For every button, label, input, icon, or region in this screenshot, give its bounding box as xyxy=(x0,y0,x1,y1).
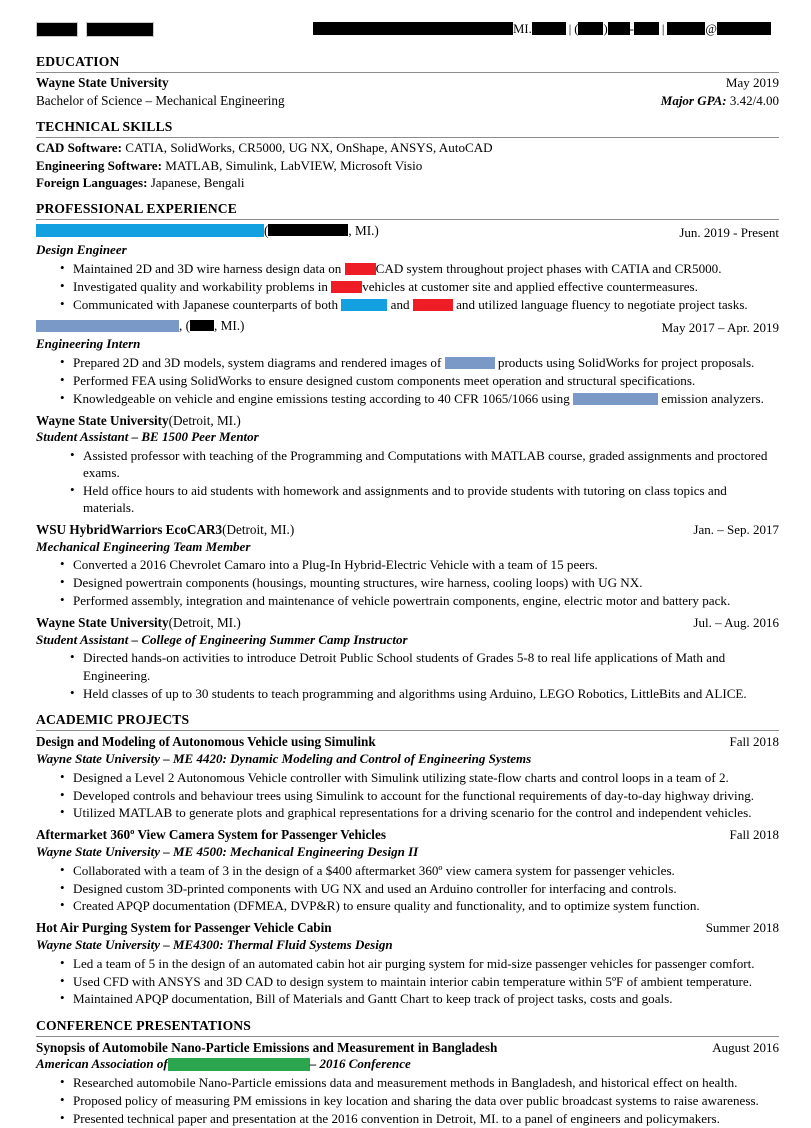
company-name-redaction xyxy=(36,320,179,332)
section-title-professional-experience: PROFESSIONAL EXPERIENCE xyxy=(36,201,237,217)
bullet-list xyxy=(36,1074,779,1127)
education-entry xyxy=(36,74,779,92)
contact-line xyxy=(313,21,771,37)
company-location-prefix: ( xyxy=(264,222,269,238)
skill-line: Foreign Languages: Japanese, Bengali xyxy=(36,175,245,191)
experience-role: Student Assistant – College of Engineering Summer Camp Instructor xyxy=(36,631,408,647)
education-degree-row xyxy=(36,92,779,110)
skill-label: Foreign Languages: xyxy=(36,175,148,191)
academic-projects-list xyxy=(36,733,779,1008)
project-date: Fall 2018 xyxy=(729,826,779,842)
experience-company-block xyxy=(36,521,294,538)
technical-skills-list xyxy=(36,139,779,191)
project-header-row xyxy=(36,919,779,937)
section-title-technical-skills: TECHNICAL SKILLS xyxy=(36,119,173,135)
resume-header xyxy=(36,10,779,44)
project-date: Fall 2018 xyxy=(729,733,779,749)
company-city-redaction xyxy=(268,224,348,236)
experience-header-row xyxy=(36,412,779,429)
section-rule-technical-skills xyxy=(36,137,779,138)
education-date: May 2019 xyxy=(725,74,779,90)
blue-redaction-block xyxy=(341,299,387,311)
first-name-redaction xyxy=(36,22,78,37)
bullet-item: • Prepared 2D and 3D models, system diagrams and rendered images of products using SolidWorks for project proposals. xyxy=(60,354,779,371)
project-course: Wayne State University – ME 4500: Mechanical Engineering Design II xyxy=(36,843,419,859)
phone-prefix-redaction xyxy=(608,22,630,35)
experience-entry xyxy=(36,521,779,610)
conference-header-row xyxy=(36,1039,779,1057)
experience-role: Design Engineer xyxy=(36,241,127,257)
project-course: Wayne State University – ME4300: Thermal Fluid Systems Design xyxy=(36,936,393,952)
bullet-item: • Performed assembly, integration and maintenance of vehicle powertrain components, engine, electric motor and battery pack. xyxy=(60,592,779,609)
bullet-item: • Held classes of up to 30 students to teach programming and algorithms using Arduino, LEGO Robotics, LittleBits and ALICE. xyxy=(70,685,779,702)
bullet-item: • Held office hours to aid students with homework and assignments and to provide students with tutoring on class topics and materials. xyxy=(70,482,779,517)
professional-experience-list xyxy=(36,222,779,702)
bullet-list xyxy=(36,447,779,517)
section-rule-professional-experience xyxy=(36,219,779,220)
experience-date: Jun. 2019 - Present xyxy=(679,224,779,240)
conference-date: August 2016 xyxy=(712,1039,779,1055)
phone-line-redaction xyxy=(634,22,659,35)
company-location-prefix: , ( xyxy=(179,317,190,333)
bullet-item: • Created APQP documentation (DFMEA, DVP&R) to ensure quality and functionality, and to optimize system function. xyxy=(60,897,779,914)
experience-role: Engineering Intern xyxy=(36,336,141,352)
bullet-list xyxy=(36,769,779,822)
bullet-item: • Utilized MATLAB to generate plots and graphical representations for a driving scenario for the control and independent vehicles. xyxy=(60,804,779,821)
bullet-item: • Developed controls and behaviour trees using Simulink to account for the functional requirements of day-to-day highway driving. xyxy=(60,787,779,804)
company-location: (Detroit, MI.) xyxy=(168,614,241,630)
candidate-name xyxy=(36,22,154,37)
conference-organization xyxy=(36,1056,779,1073)
bullet-list xyxy=(36,862,779,915)
education-gpa xyxy=(651,93,779,110)
experience-company-block xyxy=(36,412,241,429)
experience-entry xyxy=(36,412,779,517)
red-redaction-block xyxy=(413,299,453,311)
conference-org-redaction xyxy=(168,1058,310,1071)
email-user-redaction xyxy=(667,22,705,35)
phone-open-paren: ( xyxy=(574,21,579,36)
experience-header-row xyxy=(36,317,779,336)
bullet-item: • Knowledgeable on vehicle and engine emissions testing according to 40 CFR 1065/1066 using emission analyzers. xyxy=(60,390,779,407)
conference-org-suffix: – 2016 Conference xyxy=(309,1056,411,1072)
conference-entry xyxy=(36,1039,779,1128)
skill-line: Engineering Software: MATLAB, Simulink, LabVIEW, Microsoft Visio xyxy=(36,157,423,173)
red-redaction-block xyxy=(345,263,376,275)
email-at-symbol: @ xyxy=(705,21,717,36)
bullet-list xyxy=(36,260,779,313)
bullet-list xyxy=(36,649,779,702)
company-name: WSU HybridWarriors EcoCAR3 xyxy=(36,521,223,537)
project-entry xyxy=(36,826,779,915)
experience-company-block xyxy=(36,614,241,631)
skill-label: Engineering Software: xyxy=(36,157,162,173)
contact-separator-2: | xyxy=(661,21,665,36)
experience-date: Jan. – Sep. 2017 xyxy=(693,521,779,537)
conference-org-prefix: American Association of xyxy=(36,1056,168,1072)
project-entry xyxy=(36,919,779,1008)
experience-role: Mechanical Engineering Team Member xyxy=(36,538,251,554)
bullet-item: • Directed hands-on activities to introduce Detroit Public School students of Grades 5-8 to real life applications of Math and Engineering. xyxy=(70,649,779,684)
experience-entry xyxy=(36,614,779,703)
bullet-item: • Designed a Level 2 Autonomous Vehicle controller with Simulink utilizing state-flow charts and control loops in a team of 2. xyxy=(60,769,779,786)
bullet-item: • Converted a 2016 Chevrolet Camaro into a Plug-In Hybrid-Electric Vehicle with a team of 15 peers. xyxy=(60,556,779,573)
project-course: Wayne State University – ME 4420: Dynamic Modeling and Control of Engineering Systems xyxy=(36,750,532,766)
phone-area-code-redaction xyxy=(578,22,603,35)
experience-role: Student Assistant – BE 1500 Peer Mentor xyxy=(36,428,259,444)
bullet-item: • Communicated with Japanese counterparts of both and and utilized language fluency to negotiate project tasks. xyxy=(60,296,779,313)
phone-dash: - xyxy=(629,21,634,36)
project-date: Summer 2018 xyxy=(705,919,779,935)
education-gpa-value: 3.42/4.00 xyxy=(729,92,779,108)
company-location-suffix: , MI.) xyxy=(348,222,379,238)
skill-label: CAD Software: xyxy=(36,140,122,156)
section-title-conference-presentations: CONFERENCE PRESENTATIONS xyxy=(36,1017,251,1033)
bullet-item: • Investigated quality and workability problems in vehicles at customer site and applied effective countermeasures. xyxy=(60,278,779,295)
section-title-education: EDUCATION xyxy=(36,54,120,69)
conference-title: Synopsis of Automobile Nano-Particle Emissions and Measurement in Bangladesh xyxy=(36,1039,498,1055)
bullet-list xyxy=(36,556,779,609)
bullet-item: • Maintained 2D and 3D wire harness design data on CAD system throughout project phases with CATIA and CR5000. xyxy=(60,260,779,277)
bullet-item: • Designed powertrain components (housings, mounting structures, wire harness, cooling loops) with UG NX. xyxy=(60,574,779,591)
company-location: (Detroit, MI.) xyxy=(168,412,241,428)
project-entry xyxy=(36,733,779,822)
company-location-suffix: , MI.) xyxy=(214,317,245,333)
bullet-item: • Led a team of 5 in the design of an automated cabin hot air purging system for mid-size passenger vehicles for passenger comfort. xyxy=(60,955,779,972)
bullet-list xyxy=(36,354,779,407)
slate-redaction-block xyxy=(445,357,495,369)
education-gpa-label: Major GPA: xyxy=(660,92,727,108)
bullet-item: • Performed FEA using SolidWorks to ensure designed custom components meet operation and structural specifications. xyxy=(60,372,779,389)
bullet-item: • Used CFD with ANSYS and 3D CAD to design system to maintain interior cabin temperature within 5ºF of ambient temperature. xyxy=(60,973,779,990)
skill-line: CAD Software: CATIA, SolidWorks, CR5000, UG NX, OnShape, ANSYS, AutoCAD xyxy=(36,140,493,156)
bullet-item: • Designed custom 3D-printed components with UG NX and used an Arduino controller for interfacing and controls. xyxy=(60,880,779,897)
red-redaction-block xyxy=(331,281,362,293)
company-city-redaction xyxy=(190,320,214,331)
section-title-academic-projects: ACADEMIC PROJECTS xyxy=(36,712,190,728)
education-degree: Bachelor of Science – Mechanical Engineering xyxy=(36,92,285,108)
project-header-row xyxy=(36,733,779,751)
company-name-redaction xyxy=(36,224,264,237)
bullet-item: • Researched automobile Nano-Particle emissions data and measurement methods in Bangladesh, and historical effect on health. xyxy=(60,1074,779,1091)
email-tld-redaction xyxy=(755,22,771,35)
section-rule-conference-presentations xyxy=(36,1036,779,1037)
bullet-item: • Collaborated with a team of 3 in the design of a $400 aftermarket 360º view camera system for passenger vehicles. xyxy=(60,862,779,879)
state-text: MI. xyxy=(513,21,532,36)
experience-date: May 2017 – Apr. 2019 xyxy=(661,319,779,335)
company-name: Wayne State University xyxy=(36,412,169,428)
company-name: Wayne State University xyxy=(36,614,169,630)
bullet-item: • Presented technical paper and presentation at the 2016 convention in Detroit, MI. to a panel of engineers and policymakers. xyxy=(60,1110,779,1127)
bullet-list xyxy=(36,955,779,1008)
project-title: Hot Air Purging System for Passenger Vehicle Cabin xyxy=(36,919,332,935)
bullet-item: • Assisted professor with teaching of the Programming and Computations with MATLAB course, graded assignments and proctored exams. xyxy=(70,447,779,482)
experience-entry xyxy=(36,222,779,313)
company-location: (Detroit, MI.) xyxy=(222,521,295,537)
experience-header-row xyxy=(36,222,779,242)
project-header-row xyxy=(36,826,779,844)
email-domain-redaction xyxy=(717,22,755,35)
experience-header-row xyxy=(36,614,779,632)
slate-redaction-block xyxy=(573,393,658,405)
experience-entry xyxy=(36,317,779,408)
experience-header-row xyxy=(36,521,779,539)
last-name-redaction xyxy=(86,22,154,37)
experience-company-block xyxy=(36,222,379,239)
project-title: Design and Modeling of Autonomous Vehicle using Simulink xyxy=(36,733,376,749)
phone-close-paren: ) xyxy=(603,21,608,36)
project-title: Aftermarket 360º View Camera System for Passenger Vehicles xyxy=(36,826,386,842)
section-rule-academic-projects xyxy=(36,730,779,731)
zip-redaction xyxy=(532,22,566,35)
address-redaction xyxy=(313,22,513,35)
education-school: Wayne State University xyxy=(36,74,169,90)
experience-company-block xyxy=(36,317,244,334)
experience-date: Jul. – Aug. 2016 xyxy=(693,614,779,630)
bullet-item: • Proposed policy of measuring PM emissions in key location and sharing the data over public broadcast systems to raise awareness. xyxy=(60,1092,779,1109)
conference-presentations-list xyxy=(36,1039,779,1128)
contact-separator: | xyxy=(568,21,572,36)
section-rule-education xyxy=(36,72,779,73)
bullet-item: • Maintained APQP documentation, Bill of Materials and Gantt Chart to keep track of project tasks, costs and goals. xyxy=(60,990,779,1007)
